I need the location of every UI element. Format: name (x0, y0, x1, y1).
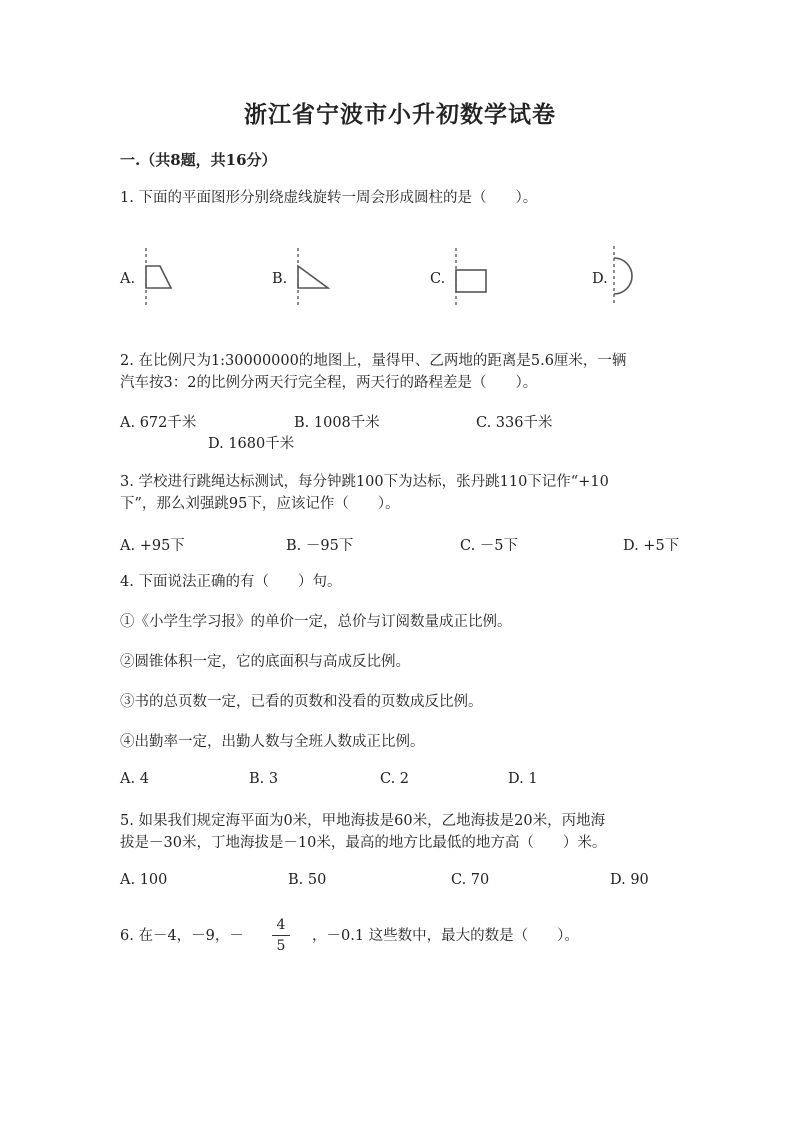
q1-option-b-label: B. (272, 271, 288, 287)
q1-option-a-label: A. (120, 271, 136, 287)
q5-option-a: A. 100 (120, 872, 168, 888)
q5-option-b: B. 50 (288, 872, 327, 888)
question-2-line-2: 汽车按3：2的比例分两天行完全程，两天行的路程差是（ ）。 (120, 375, 538, 391)
q6-fraction-denominator: 5 (276, 938, 286, 954)
q6-fraction-numerator: 4 (276, 917, 286, 933)
q1-option-d-label: D. (592, 271, 608, 287)
q1-figure-b-triangle (290, 246, 332, 308)
question-4-statement-2: ②圆锥体积一定，它的底面积与高成反比例。 (120, 654, 410, 670)
q4-option-c: C. 2 (380, 771, 410, 787)
section-heading: 一.（共8题，共16分） (120, 151, 277, 169)
q2-option-d: D. 1680千米 (208, 436, 295, 452)
question-4-statement-4: ④出勤率一定，出勤人数与全班人数成正比例。 (120, 734, 425, 750)
q6-fraction-bar (272, 935, 290, 936)
question-5-line-1: 5. 如果我们规定海平面为0米，甲地海拔是60米，乙地海拔是20米，丙地海 (120, 813, 606, 829)
question-3-line-1: 3. 学校进行跳绳达标测试，每分钟跳100下为达标，张丹跳110下记作“+10 (120, 474, 609, 490)
q3-option-c: C. －5下 (460, 538, 519, 554)
q3-option-a: A. +95下 (120, 538, 185, 554)
q5-option-d: D. 90 (610, 872, 649, 888)
q2-option-c: C. 336千米 (476, 415, 553, 431)
q1-option-c-label: C. (430, 271, 446, 287)
page-title: 浙江省宁波市小升初数学试卷 (244, 101, 556, 128)
question-4-statement-1: ①《小学生学习报》的单价一定，总价与订阅数量成正比例。 (120, 614, 512, 630)
q1-figure-c-rectangle (448, 246, 492, 308)
question-6-prefix: 6. 在－4，－9，－ (120, 928, 244, 944)
q5-option-c: C. 70 (451, 872, 490, 888)
q1-figure-a-trapezoid (138, 246, 178, 308)
q3-option-b: B. －95下 (286, 538, 354, 554)
q2-option-b: B. 1008千米 (294, 415, 380, 431)
q2-option-a: A. 672千米 (120, 415, 197, 431)
question-2-line-1: 2. 在比例尺为1:30000000的地图上，量得甲、乙两地的距离是5.6厘米，一辆 (120, 353, 627, 369)
q4-option-b: B. 3 (249, 771, 279, 787)
question-5-line-2: 拔是－30米，丁地海拔是－10米，最高的地方比最低的地方高（ ）米。 (120, 835, 607, 851)
q3-option-d: D. +5下 (623, 538, 680, 554)
q4-option-a: A. 4 (120, 771, 149, 787)
question-3-line-2: 下”，那么刘强跳95下，应该记作（ ）。 (120, 496, 400, 512)
question-4-statement-3: ③书的总页数一定，已看的页数和没看的页数成反比例。 (120, 694, 483, 710)
question-6-suffix: ，－0.1 这些数中，最大的数是（ ）。 (312, 928, 579, 944)
q6-fraction (272, 916, 290, 955)
q1-figure-d-semicircle (604, 244, 644, 308)
q4-option-d: D. 1 (508, 771, 538, 787)
question-1-stem: 1. 下面的平面图形分别绕虚线旋转一周会形成圆柱的是（ ）。 (120, 190, 538, 206)
question-4-stem: 4. 下面说法正确的有（ ）句。 (120, 574, 342, 590)
